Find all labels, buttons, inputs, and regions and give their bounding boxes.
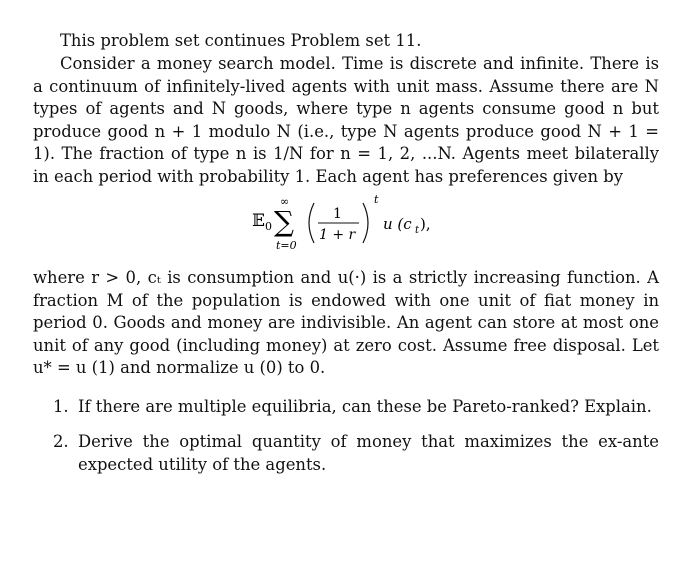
fraction-denominator: 1 + r (319, 227, 356, 243)
exponent: t (374, 193, 379, 206)
preference-equation (252, 193, 452, 253)
right-paren (363, 203, 368, 243)
utility-subscript: t (415, 225, 420, 236)
sum-symbol: ∑ (274, 205, 294, 238)
intro-line: This problem set continues Problem set 11. (60, 31, 422, 50)
utility-close: ), (420, 215, 431, 233)
question-text: If there are multiple equilibria, can these be Pareto-ranked? Explain. (78, 397, 652, 416)
sum-lower-limit: t=0 (276, 239, 297, 252)
expectation-symbol: 𝔼 (252, 211, 265, 231)
left-paren (309, 203, 314, 243)
question-item (53, 431, 659, 476)
assumptions-paragraph: where r > 0, cₜ is consumption and u(·) is a strictly increasing function. A fraction M of the population is endowed with one unit of fiat money in period 0. Goods and money are indivisible. An agent can store at most one unit of any good (including money) at zero cost. Assume free disposal. Let u* = u (1) and normalize u (0) to 0. (33, 268, 659, 378)
utility-term: u (c (383, 215, 412, 233)
model-description: Consider a money search model. Time is discrete and infinite. There is a continuum of infinitely-lived agents with unit mass. Assume there are N types of agents and N goods, where type n agents consume good n but produce good n + 1 modulo N (i.e., type N agents produce good N + 1 = 1). The fraction of type n is 1/N for n = 1, 2, ...N. Agents meet bilaterally in each period with probability 1. Each agent has preferences given by (33, 54, 659, 186)
question-item (53, 396, 659, 419)
question-text: Derive the optimal quantity of money that maximizes the ex-ante expected utility of the agents. (78, 432, 659, 474)
sum-upper-limit: ∞ (280, 195, 290, 208)
fraction-numerator: 1 (333, 206, 342, 222)
question-number: 1. (53, 397, 69, 416)
question-number: 2. (53, 432, 69, 451)
expectation-subscript: 0 (265, 220, 272, 233)
